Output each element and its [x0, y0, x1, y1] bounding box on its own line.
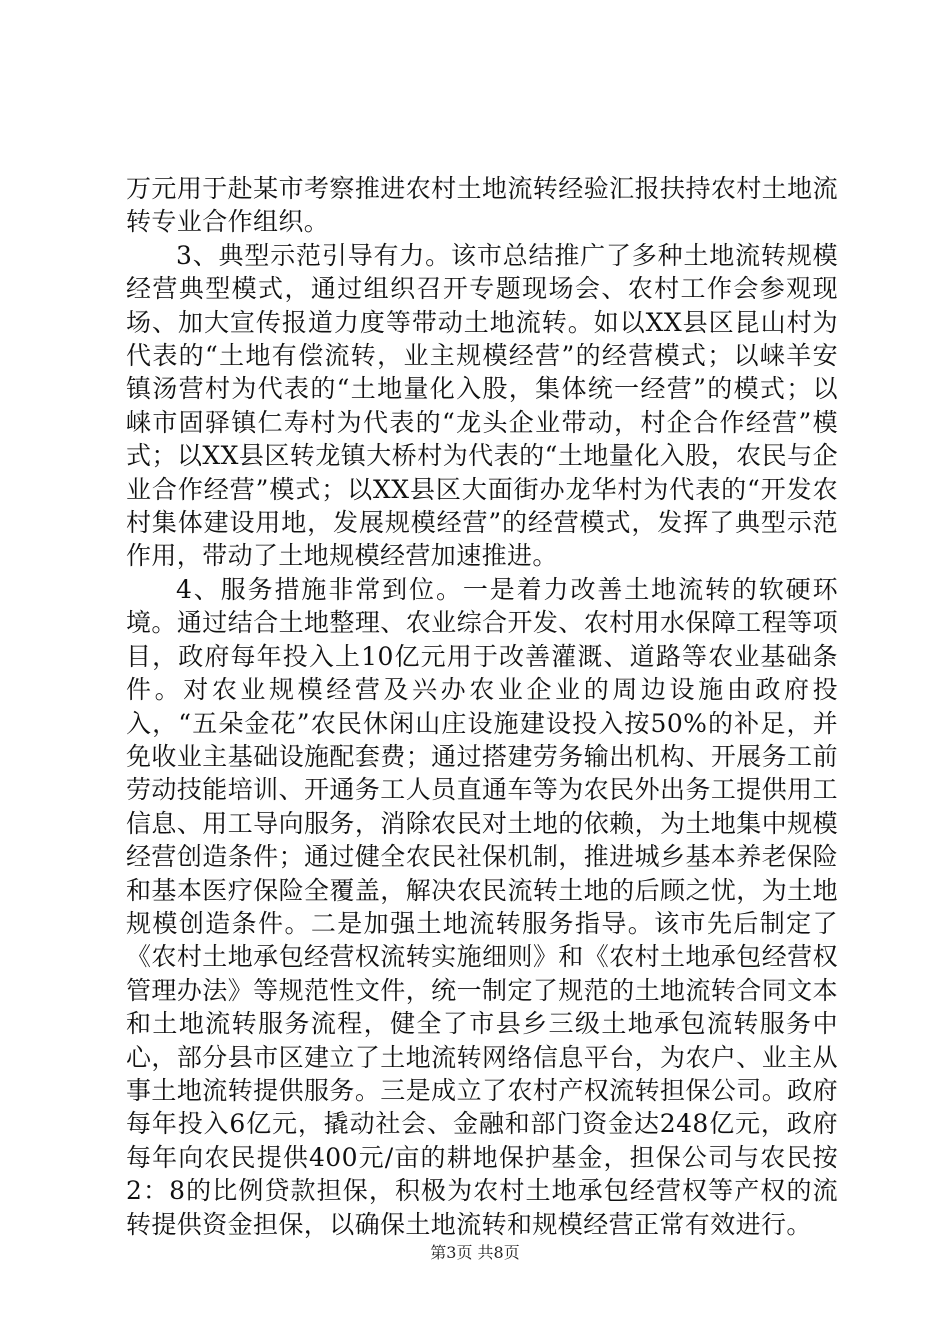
paragraph-typical-demonstration: 3、典型示范引导有力。该市总结推广了多种土地流转规模经营典型模式，通过组织召开专题现场会、农村工作会参观现场、加大宣传报道力度等带动土地流转。如以XX县区昆山村为代表的“土地有偿流转，业主规模经营”的经营模式；以崃羊安镇汤营村为代表的“土地量化入股，集体统一经营”的模式；以崃市固驿镇仁寿村为代表的“龙头企业带动，村企合作经营”模式；以XX县区转龙镇大桥村为代表的“土地量化入股，农民与企业合作经营”模式；以XX县区大面街办龙华村为代表的“开发农村集体建设用地，发展规模经营”的经营模式，发挥了典型示范作用，带动了土地规模经营加速推进。 — [126, 240, 838, 571]
document-body — [126, 172, 838, 1241]
paragraph-service-measures: 4、服务措施非常到位。一是着力改善土地流转的软硬环境。通过结合土地整理、农业综合开发、农村用水保障工程等项目，政府每年投入上10亿元用于改善灌溉、道路等农业基础条件。对农业规模经营及兴办农业企业的周边设施由政府投入，“五朵金花”农民休闲山庄设施建设投入按50%的补足，并免收业主基础设施配套费；通过搭建劳务输出机构、开展务工前劳动技能培训、开通务工人员直通车等为农民外出务工提供用工信息、用工导向服务，消除农民对土地的依赖，为土地集中规模经营创造条件；通过健全农民社保机制，推进城乡基本养老保险和基本医疗保险全覆盖，解决农民流转土地的后顾之忧，为土地规模创造条件。二是加强土地流转服务指导。该市先后制定了《农村土地承包经营权流转实施细则》和《农村土地承包经营权管理办法》等规范性文件，统一制定了规范的土地流转合同文本和土地流转服务流程，健全了市县乡三级土地承包流转服务中心，部分县市区建立了土地流转网络信息平台，为农户、业主从事土地流转提供服务。三是成立了农村产权流转担保公司。政府每年投入6亿元，撬动社会、金融和部门资金达248亿元，政府每年向农民提供400元/亩的耕地保护基金，担保公司与农民按2：8的比例贷款担保，积极为农村土地承包经营权等产权的流转提供资金担保，以确保土地流转和规模经营正常有效进行。 — [126, 574, 838, 1239]
page-number-footer: 第3页 共8页 — [430, 1243, 520, 1262]
paragraph-continuation: 万元用于赴某市考察推进农村土地流转经验汇报扶持农村土地流转专业合作组织。 — [126, 174, 838, 237]
